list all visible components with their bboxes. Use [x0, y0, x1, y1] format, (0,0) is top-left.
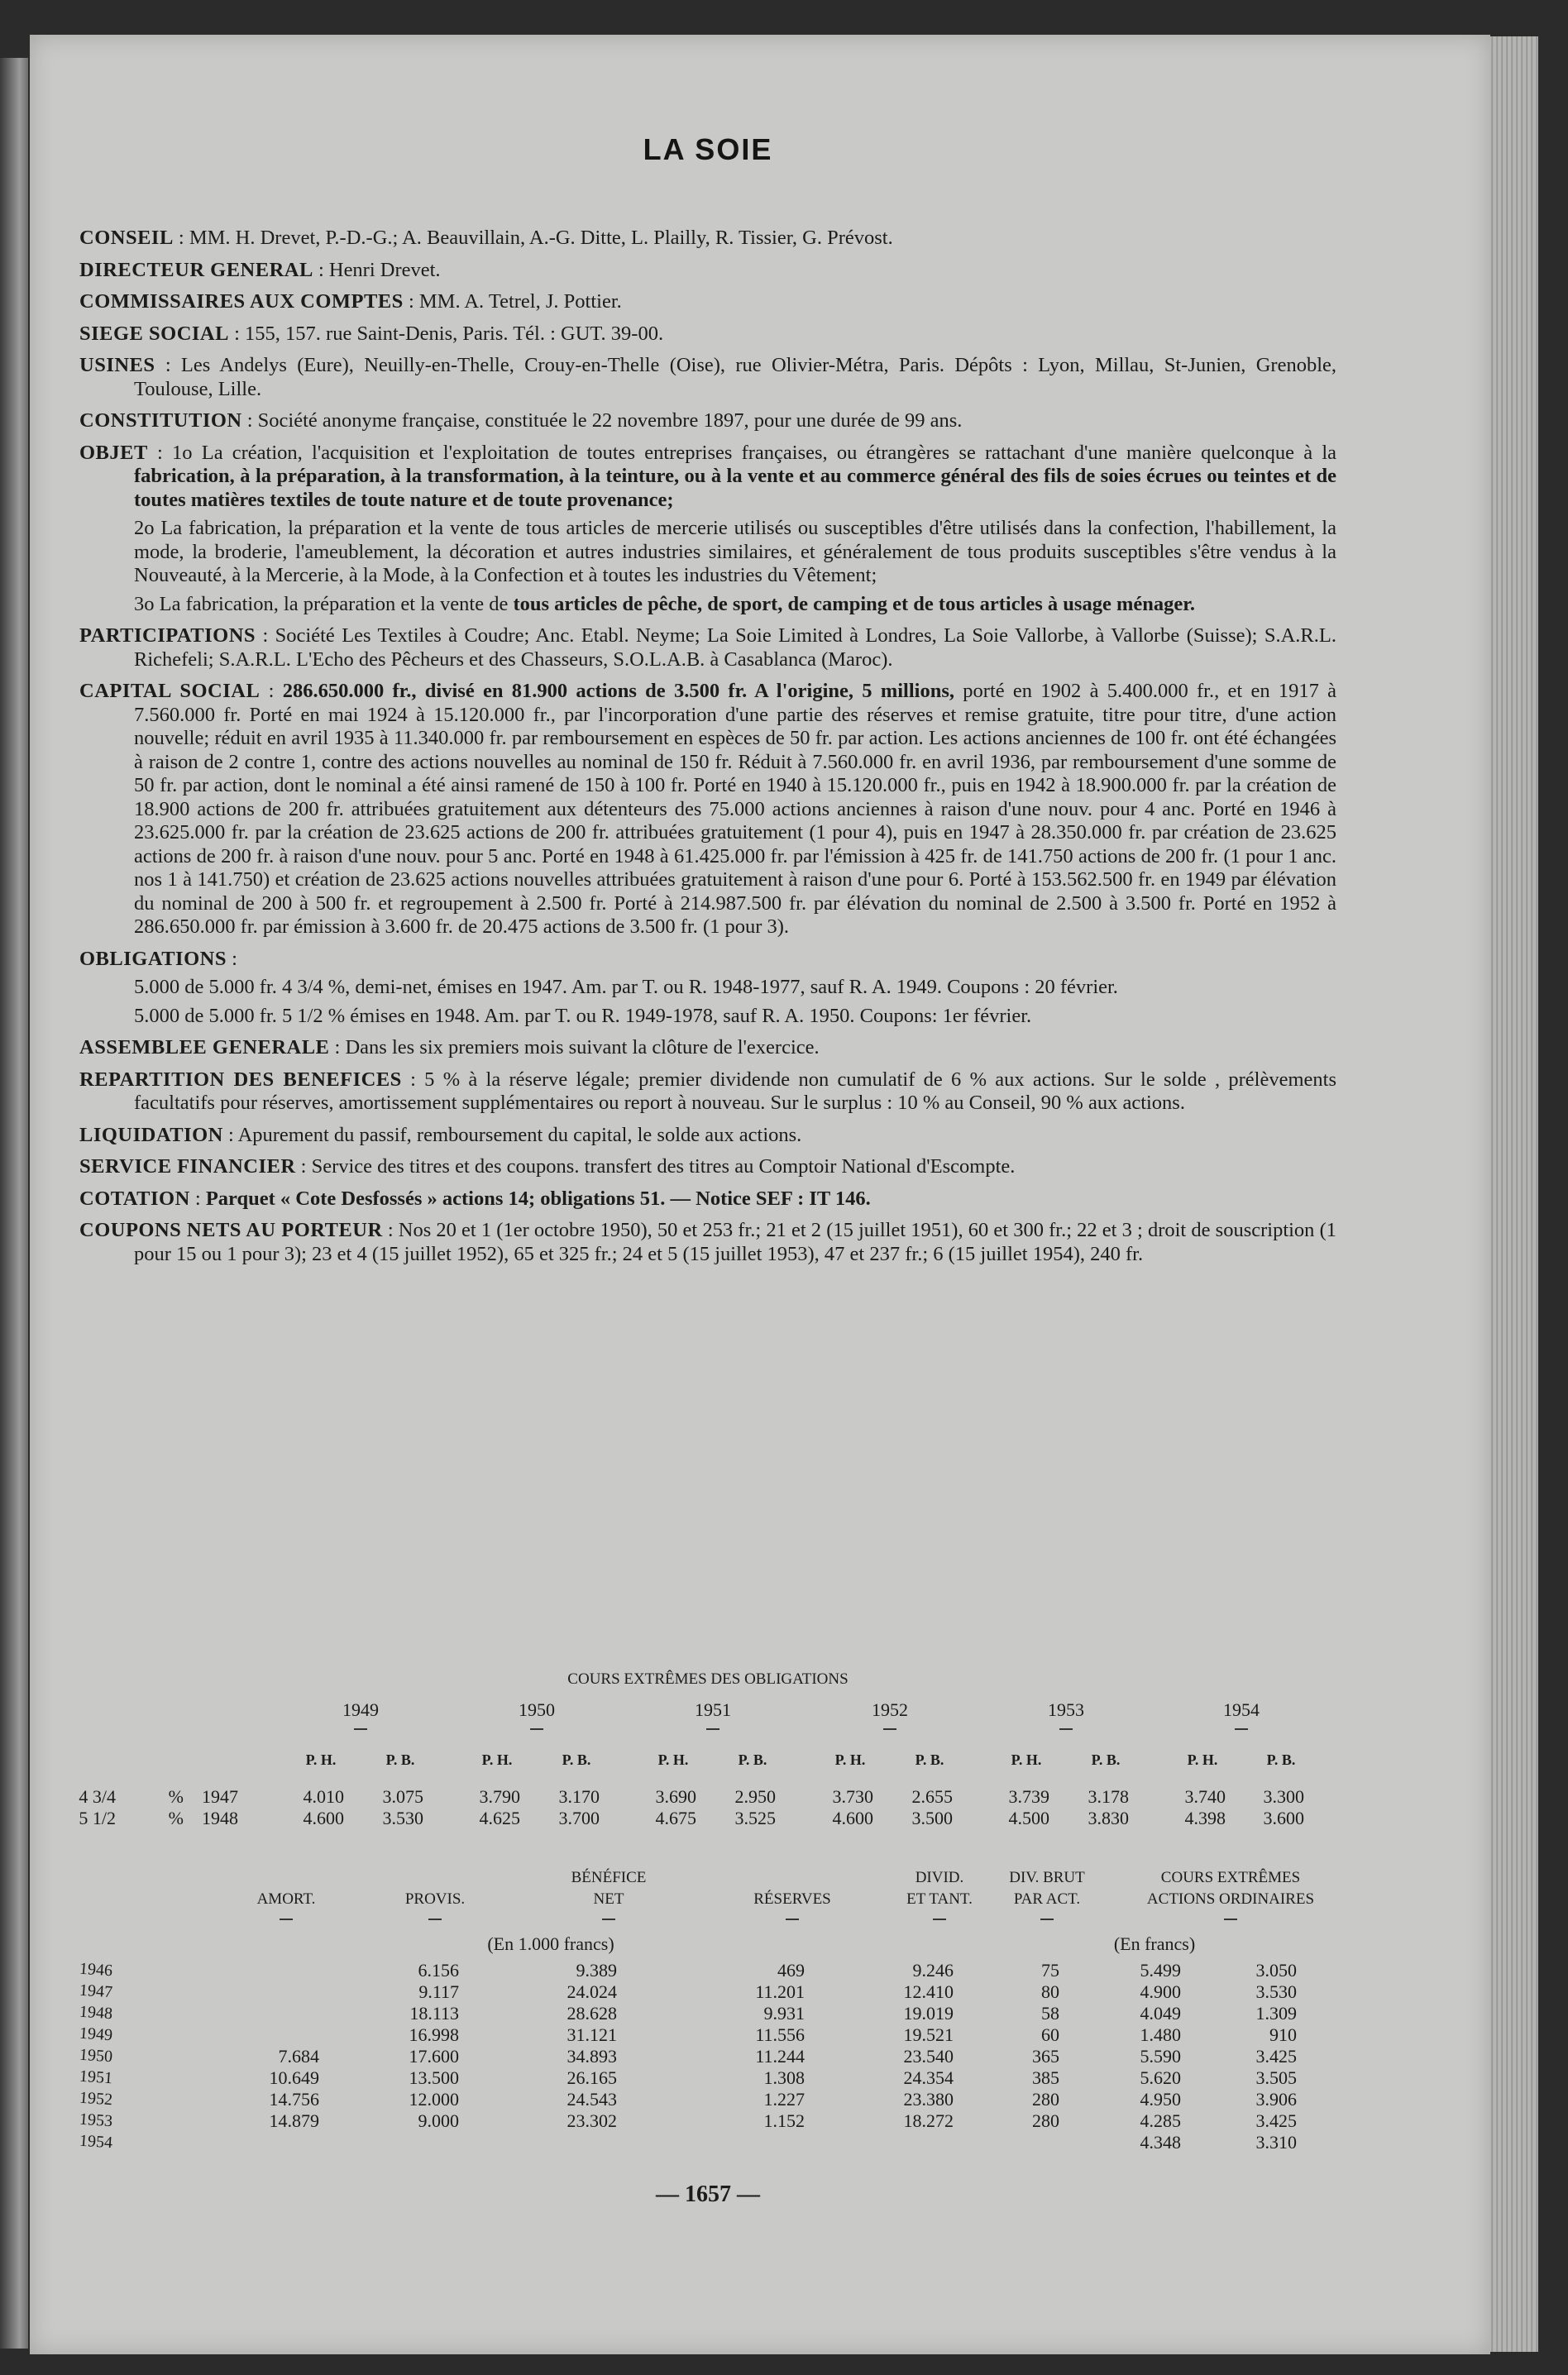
share-low-value: 3.906 — [1255, 2089, 1297, 2110]
ph-header: P. H. — [305, 1751, 337, 1768]
provis-value: 13.500 — [409, 2067, 459, 2088]
share-low-value: 3.310 — [1255, 2132, 1297, 2153]
entry-bold-text: Parquet « Cote Desfossés » actions 14; obligations 51. — Notice SEF : IT 146. — [205, 1187, 871, 1210]
entry-label: DIRECTEUR GENERAL — [79, 258, 313, 281]
entry-label: CAPITAL SOCIAL — [79, 680, 261, 702]
ph-header: P. H. — [481, 1751, 513, 1768]
amort-value: 7.684 — [278, 2046, 319, 2067]
bonds-year-header: 1950 — [519, 1699, 555, 1720]
div-brut-value: 58 — [1041, 2003, 1059, 2024]
entry-text: : Société Les Textiles à Coudre; Anc. Etabl. Neyme; La Soie Limited à Londres, La Soie Vallorbe, à Vallorbe (Suisse); S.A.R.L. Richefeli; S.A.R.L. L'Echo des Pêcheurs et des Chasseurs, S.O.L.A.B. à Casablanca (Maroc). — [134, 624, 1336, 671]
page-stack-edge — [1489, 36, 1538, 2352]
pb-header: P. B. — [915, 1751, 944, 1768]
year-label: 1951 — [79, 2067, 113, 2088]
header-dash — [706, 1728, 719, 1730]
divid-header: ET TANT. — [906, 1890, 973, 1908]
entry — [79, 227, 1336, 251]
divid-value: 23.540 — [903, 2046, 954, 2067]
reserves-value: 469 — [777, 1960, 805, 1981]
bond-price: 4.600 — [303, 1808, 344, 1828]
cours-header: COURS EXTRÊMES — [1160, 1869, 1301, 1886]
provis-value: 6.156 — [418, 1960, 459, 1981]
share-high-value: 5.620 — [1140, 2067, 1181, 2088]
divid-value: 9.246 — [912, 1960, 954, 1981]
pb-header: P. B. — [385, 1751, 415, 1768]
share-low-value: 3.530 — [1255, 1981, 1297, 2002]
entry — [79, 680, 1336, 939]
header-dash — [786, 1919, 799, 1920]
entry-label: REPARTITION DES BENEFICES — [79, 1068, 402, 1091]
bonds-year-header: 1954 — [1223, 1699, 1260, 1720]
benefit-value: 23.302 — [566, 2110, 617, 2131]
bond-price: 2.950 — [734, 1786, 776, 1807]
year-label: 1953 — [79, 2110, 113, 2131]
bond-price: 3.075 — [382, 1786, 423, 1807]
div-brut-value: 365 — [1032, 2046, 1059, 2067]
bond-price: 3.690 — [655, 1786, 696, 1807]
header-dash — [354, 1728, 367, 1730]
unit-francs: (En francs) — [1113, 1933, 1196, 1954]
benefit-value: 26.165 — [566, 2067, 617, 2088]
share-low-value: 3.050 — [1255, 1960, 1297, 1981]
div-brut-header: DIV. BRUT — [1009, 1869, 1085, 1886]
bond-price: 3.830 — [1088, 1808, 1129, 1828]
share-high-value: 4.049 — [1140, 2003, 1181, 2024]
bond-rate: 5 1/2 — [79, 1808, 116, 1828]
share-high-value: 5.590 — [1140, 2046, 1181, 2067]
divid-value: 23.380 — [903, 2089, 954, 2110]
share-low-value: 1.309 — [1255, 2003, 1297, 2024]
bonds-year-header: 1952 — [872, 1699, 908, 1720]
entry-label: USINES — [79, 354, 155, 376]
year-label: 1950 — [79, 2045, 113, 2067]
entry — [79, 323, 1336, 346]
amort-value: 10.649 — [269, 2067, 319, 2088]
entry — [79, 1068, 1336, 1116]
divid-value: 12.410 — [903, 1981, 954, 2002]
amort-value: 14.756 — [269, 2089, 319, 2110]
bond-price: 3.740 — [1184, 1786, 1226, 1807]
bond-price: 3.300 — [1263, 1786, 1304, 1807]
divid-value: 24.354 — [903, 2067, 954, 2088]
entry — [79, 442, 1336, 513]
entry-text: : 1o La création, l'acquisition et l'exploitation de toutes entreprises françaises, ou étrangères se rattachant d'une manière quelconque à la — [147, 441, 1336, 464]
div-brut-value: 80 — [1041, 1981, 1059, 2002]
entry-label: COMMISSAIRES AUX COMPTES — [79, 290, 404, 313]
bond-issue-year: 1948 — [202, 1808, 238, 1828]
entry — [79, 1219, 1336, 1266]
entry-label: COUPONS NETS AU PORTEUR — [79, 1219, 383, 1241]
entry-text: 5.000 de 5.000 fr. 4 3/4 %, demi-net, émises en 1947. Am. par T. ou R. 1948-1977, sauf R. A. 1949. Coupons : 20 février. — [134, 976, 1118, 998]
header-dash — [883, 1728, 896, 1730]
entry — [79, 517, 1336, 588]
entry-label: COTATION — [79, 1187, 190, 1210]
bond-percent: % — [168, 1808, 184, 1828]
reserves-value: 1.227 — [763, 2089, 805, 2110]
company-entries — [79, 227, 1336, 1274]
entry-text: : Les Andelys (Eure), Neuilly-en-Thelle, Crouy-en-Thelle (Oise), rue Olivier-Métra, Paris. Dépôts : Lyon, Millau, St-Junien, Grenoble, Toulouse, Lille. — [134, 354, 1336, 400]
entry-text: : Service des titres et des coupons. transfert des titres au Comptoir National d'Escompte. — [295, 1155, 1016, 1178]
pb-header: P. B. — [562, 1751, 591, 1768]
entry-text: 2o La fabrication, la préparation et la vente de tous articles de mercerie utilisés ou susceptibles d'être utilisés dans la confection, l'habillement, la mode, la broderie, l'ameublement, la décoration et autres industries similaires, et généralement de tous produits susceptibles s'être vendus à la Nouveauté, à la Mercerie, à la Mode, à la Confection et à toutes les industries du Vêtement; — [134, 517, 1336, 586]
reserves-value: 1.152 — [763, 2110, 805, 2131]
entry-text: : Nos 20 et 1 (1er octobre 1950), 50 et 253 fr.; 21 et 2 (15 juillet 1951), 60 et 300 fr.; 22 et 3 ; droit de souscription (1 pour 15 ou 1 pour 3); 23 et 4 (15 juillet 1952), 65 et 325 fr.; 24 et 5 (15 juillet 1953), 47 et 237 fr.; 6 (15 juillet 1954), 240 fr. — [134, 1219, 1336, 1265]
share-high-value: 4.900 — [1140, 1981, 1181, 2002]
bonds-year-header: 1949 — [342, 1699, 379, 1720]
provis-value: 12.000 — [409, 2089, 459, 2110]
amort-header: AMORT. — [256, 1890, 316, 1908]
amort-value: 14.879 — [269, 2110, 319, 2131]
bond-rate: 4 3/4 — [79, 1786, 116, 1807]
entry-label: CONSEIL — [79, 227, 174, 249]
bond-price: 4.398 — [1184, 1808, 1226, 1828]
entry-label: SIEGE SOCIAL — [79, 322, 229, 345]
header-dash — [530, 1728, 543, 1730]
divid-value: 19.019 — [903, 2003, 954, 2024]
entry-bold-text: fabrication, à la préparation, à la transformation, à la teinture, ou à la vente et au commerce général des fils de soies écrues ou teintes et de toutes matières textiles de toute nature et de toute provenance; — [134, 465, 1336, 511]
provis-value: 17.600 — [409, 2046, 459, 2067]
ph-header: P. H. — [834, 1751, 866, 1768]
bond-price: 4.625 — [479, 1808, 520, 1828]
year-label: 1948 — [79, 2002, 113, 2024]
divid-value: 19.521 — [903, 2024, 954, 2045]
divid-value: 18.272 — [903, 2110, 954, 2131]
cours-header: ACTIONS ORDINAIRES — [1146, 1890, 1315, 1908]
bond-price: 3.530 — [382, 1808, 423, 1828]
entry — [79, 1036, 1336, 1060]
div-brut-value: 280 — [1032, 2110, 1059, 2131]
header-dash — [1059, 1728, 1073, 1730]
entry-text: : Henri Drevet. — [313, 258, 441, 281]
bond-percent: % — [168, 1786, 184, 1807]
divid-header: DIVID. — [915, 1869, 964, 1886]
benefit-value: 31.121 — [566, 2024, 617, 2045]
entry — [79, 593, 1336, 617]
bond-price: 4.675 — [655, 1808, 696, 1828]
entry-label: ASSEMBLEE GENERALE — [79, 1036, 330, 1058]
reserves-value: 9.931 — [763, 2003, 805, 2024]
div-brut-value: 385 — [1032, 2067, 1059, 2088]
entry-text: : Dans les six premiers mois suivant la clôture de l'exercice. — [329, 1036, 820, 1058]
entry-bold-text: 286.650.000 fr., divisé en 81.900 actions de 3.500 fr. A l'origine, 5 millions, — [282, 680, 955, 702]
previous-page-edge — [0, 58, 28, 2349]
share-low-value: 3.425 — [1255, 2110, 1297, 2131]
div-brut-value: 60 — [1041, 2024, 1059, 2045]
bonds-year-header: 1951 — [695, 1699, 731, 1720]
benefit-value: 24.543 — [566, 2089, 617, 2110]
entry-text: : — [226, 947, 237, 970]
ph-header: P. H. — [657, 1751, 689, 1768]
share-high-value: 1.480 — [1140, 2024, 1181, 2045]
share-high-value: 5.499 — [1140, 1960, 1181, 1981]
pb-header: P. B. — [1266, 1751, 1296, 1768]
header-dash — [933, 1919, 946, 1920]
benefit-value: 9.389 — [576, 1960, 617, 1981]
entry — [79, 976, 1336, 1000]
bond-price: 3.170 — [558, 1786, 600, 1807]
header-dash — [602, 1919, 615, 1920]
page-number: — 1657 — — [656, 2181, 760, 2207]
entry — [79, 1155, 1336, 1179]
div-brut-value: 280 — [1032, 2089, 1059, 2110]
bond-price: 3.178 — [1088, 1786, 1129, 1807]
entry-text: 3o La fabrication, la préparation et la vente de — [134, 592, 514, 615]
bond-price: 3.739 — [1008, 1786, 1049, 1807]
entry — [79, 1124, 1336, 1148]
benefit-value: 34.893 — [566, 2046, 617, 2067]
header-dash — [428, 1919, 442, 1920]
pb-header: P. B. — [1091, 1751, 1121, 1768]
share-high-value: 4.348 — [1140, 2132, 1181, 2153]
year-label: 1949 — [79, 2024, 113, 2045]
provis-value: 9.117 — [418, 1981, 459, 2002]
entry — [79, 259, 1336, 283]
page-title: LA SOIE — [643, 132, 773, 166]
entry — [79, 354, 1336, 401]
entry-text: porté en 1902 à 5.400.000 fr., et en 1917 à 7.560.000 fr. Porté en mai 1924 à 15.120.000 fr., par l'incorporation d'une partie des réserves et remise gratuite, titre pour titre, d'une action nouvelle; réduit en avril 1935 à 11.340.000 fr. par remboursement en espèces de 50 fr. par action. Les actions anciennes de 100 fr. ont été échangées à raison de 2 contre 1, contre des actions nouvelles au nominal de 150 fr. Réduit à 7.560.000 fr. en avril 1936, par remboursement d'une somme de 50 fr. par action, dont le nominal a été ainsi ramené de 150 à 100 fr. Porté en 1940 à 15.120.000 fr., puis en 1942 à 18.900.000 fr. par la création de 18.900 actions de 200 fr. attribuées gratuitement aux détenteurs des 75.000 actions anciennes à raison d'une nouv. pour 4 anc. Porté en 1946 à 23.625.000 fr. par la création de 23.625 actions de 200 fr. attribuées gratuitement (1 pour 4), puis en 1947 à 28.350.000 fr. par création de 23.625 actions de 200 fr. à raison d'une nouv. pour 5 anc. Porté en 1948 à 61.425.000 fr. par l'émission à 425 fr. de 141.750 actions de 200 fr. (1 pour 1 anc. nos 1 à 141.750) et création de 23.625 actions nouvelles attribuées gratuitement à raison d'une pour 6. Porté à 153.562.500 fr. en 1949 par élévation du nominal de 200 à 500 fr. et regroupement à 2.500 fr. Porté à 214.987.500 fr. par élévation du nominal de 2.500 à 3.500 fr. Porté en 1952 à 286.650.000 fr. par émission à 3.600 fr. de 20.475 actions de 3.500 fr. (1 pour 3). — [134, 680, 1337, 938]
provis-value: 18.113 — [409, 2003, 459, 2024]
entry — [79, 948, 1336, 972]
entry-text: : 155, 157. rue Saint-Denis, Paris. Tél. : GUT. 39-00. — [228, 322, 664, 345]
bond-price: 4.500 — [1008, 1808, 1049, 1828]
benefit-header: NET — [593, 1890, 624, 1908]
entry-text: : — [189, 1187, 206, 1210]
bonds-year-header: 1953 — [1048, 1699, 1084, 1720]
bond-price: 4.600 — [832, 1808, 873, 1828]
entry-text: : MM. A. Tetrel, J. Pottier. — [403, 290, 622, 313]
share-low-value: 3.505 — [1255, 2067, 1297, 2088]
bond-price: 3.790 — [479, 1786, 520, 1807]
provis-value: 9.000 — [418, 2110, 459, 2131]
entry-text: : Société anonyme française, constituée le 22 novembre 1897, pour une durée de 99 ans. — [241, 409, 963, 432]
share-high-value: 4.285 — [1140, 2110, 1181, 2131]
entry-label: OBJET — [79, 441, 148, 464]
reserves-value: 1.308 — [763, 2067, 805, 2088]
share-high-value: 4.950 — [1140, 2089, 1181, 2110]
entry-text: 5.000 de 5.000 fr. 5 1/2 % émises en 1948. Am. par T. ou R. 1949-1978, sauf R. A. 1950. Coupons: 1er février. — [134, 1004, 1032, 1027]
bonds-table-title: COURS EXTRÊMES DES OBLIGATIONS — [567, 1670, 849, 1688]
entry-text: : — [260, 680, 283, 702]
bond-price: 4.010 — [303, 1786, 344, 1807]
reserves-header: RÉSERVES — [753, 1890, 831, 1908]
entry-label: LIQUIDATION — [79, 1123, 223, 1146]
div-brut-header: PAR ACT. — [1013, 1890, 1081, 1908]
provis-header: PROVIS. — [404, 1890, 466, 1908]
bond-price: 3.525 — [734, 1808, 776, 1828]
reserves-value: 11.556 — [755, 2024, 805, 2045]
header-dash — [1235, 1728, 1248, 1730]
entry-text: : 5 % à la réserve légale; premier dividende non cumulatif de 6 % aux actions. Sur le solde , prélèvements facultatifs pour réserves, amortissement supplémentaires ou report à nouveau. Sur le surplus : 10 % au Conseil, 90 % aux actions. — [134, 1068, 1337, 1114]
year-label: 1952 — [79, 2088, 113, 2110]
benefit-value: 28.628 — [566, 2003, 617, 2024]
entry — [79, 409, 1336, 433]
bond-price: 3.700 — [558, 1808, 600, 1828]
year-label: 1947 — [79, 1981, 113, 2002]
bond-price: 3.730 — [832, 1786, 873, 1807]
share-low-value: 3.425 — [1255, 2046, 1297, 2067]
bond-price: 2.655 — [911, 1786, 953, 1807]
header-dash — [1040, 1919, 1054, 1920]
provis-value: 16.998 — [409, 2024, 459, 2045]
pb-header: P. B. — [738, 1751, 767, 1768]
reserves-value: 11.201 — [755, 1981, 805, 2002]
benefit-header: BÉNÉFICE — [571, 1869, 647, 1886]
entry-label: OBLIGATIONS — [79, 947, 227, 970]
bond-price: 3.500 — [911, 1808, 953, 1828]
year-label: 1946 — [79, 1959, 113, 1981]
ph-header: P. H. — [1011, 1751, 1042, 1768]
div-brut-value: 75 — [1041, 1960, 1059, 1981]
unit-thousand-francs: (En 1.000 francs) — [487, 1933, 614, 1954]
document-page — [30, 35, 1490, 2354]
bond-issue-year: 1947 — [202, 1786, 238, 1807]
entry — [79, 1188, 1336, 1211]
bond-price: 3.600 — [1263, 1808, 1304, 1828]
year-label: 1954 — [79, 2131, 113, 2153]
header-dash — [1224, 1919, 1237, 1920]
share-low-value: 910 — [1269, 2024, 1297, 2045]
header-dash — [280, 1919, 293, 1920]
ph-header: P. H. — [1187, 1751, 1218, 1768]
entry-label: SERVICE FINANCIER — [79, 1155, 296, 1178]
entry-label: PARTICIPATIONS — [79, 624, 256, 647]
entry — [79, 624, 1336, 671]
benefit-value: 24.024 — [566, 1981, 617, 2002]
reserves-value: 11.244 — [755, 2046, 805, 2067]
entry-label: CONSTITUTION — [79, 409, 242, 432]
entry — [79, 1005, 1336, 1029]
entry-bold-text: tous articles de pêche, de sport, de camping et de tous articles à usage ménager. — [513, 592, 1195, 615]
entry-text: : MM. H. Drevet, P.-D.-G.; A. Beauvillain, A.-G. Ditte, L. Plailly, R. Tissier, G. Prévost. — [173, 227, 893, 249]
entry — [79, 290, 1336, 314]
entry-text: : Apurement du passif, remboursement du capital, le solde aux actions. — [222, 1123, 802, 1146]
